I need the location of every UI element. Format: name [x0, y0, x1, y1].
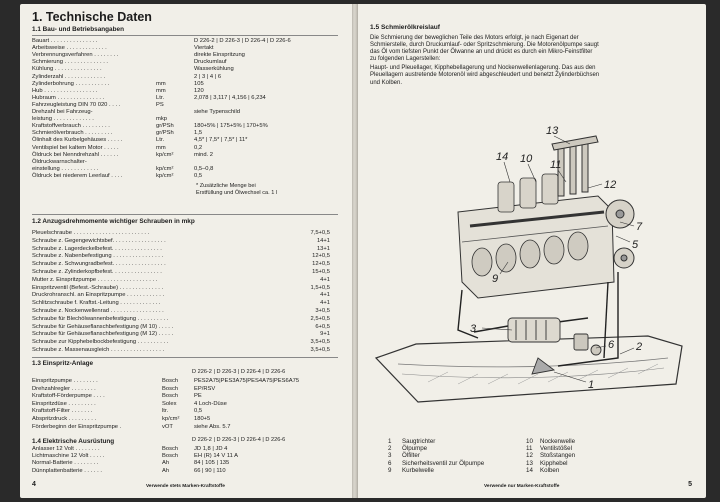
row-value: 2,078 | 3,117 | 4,156 | 6,234 [194, 94, 266, 101]
legend-item [526, 467, 575, 474]
table-row [32, 95, 344, 102]
model-header: D 226-2 | D 226-3 | D 226-4 | D 226-6 [192, 369, 286, 375]
row-label: Bauart . . . . . . . . . . . . . . . [32, 38, 98, 44]
table-row [32, 38, 344, 45]
table-row [32, 145, 344, 152]
row-unit: Bosch [162, 393, 179, 400]
row-label: leistung . . . . . . . . . . . . . [32, 116, 94, 123]
page-footer: Verwende nur Marken-Kraftstoffe [484, 484, 560, 489]
row-value: PES2A75|PES3A75|PES4A75|PES6A75 [194, 378, 300, 384]
diagram-label-5: 5 [632, 239, 639, 251]
legend-text: Sicherheitsventil zur Ölpumpe [402, 459, 485, 467]
table-row [32, 378, 344, 385]
table-row [32, 269, 344, 276]
legend-number: 10 [526, 438, 533, 445]
row-label: Schraube für Gehäuseflanschbefestigung (M 10) . . . . . [32, 323, 174, 330]
paragraph-line: zu folgenden Lagerstellen: [370, 56, 441, 63]
row-value: EH (R) 14 V 11 A [194, 453, 239, 460]
row-label: Förderbeginn der Einspritzpumpe . [32, 423, 122, 430]
row-value: 105 [194, 80, 204, 87]
row-label: Schraube z. Nabenbefestigung . . . . . . . . . . . . . . . . [32, 253, 164, 260]
legend-item [526, 445, 575, 452]
paragraph [370, 35, 688, 87]
table-row [32, 246, 344, 253]
paragraph-line: Haupt- und Pleuellager, Kipphebellagerung und Nockenwellenlagerung. Das aus den [370, 65, 596, 72]
row-value: 0,5 [194, 408, 203, 415]
row-unit: gr/PSh [156, 123, 174, 130]
row-label: Schraube für Blechölwannenbefestigung . . . . . . . . . . [32, 315, 169, 322]
legend-item [388, 467, 484, 474]
diagram-label-3: 3 [470, 323, 477, 335]
table-row [32, 446, 344, 453]
row-label: Ventilspiel bei kaltem Motor . . . . . [32, 144, 119, 151]
page-number: 5 [688, 481, 692, 488]
section-heading-1-4: 1.4 Elektrische Ausrüstung [32, 438, 115, 445]
legend-text: Kolben [540, 466, 560, 474]
row-label: Zylinderbohrung . . . . . . . . . . . [32, 80, 110, 87]
row-label: Kraftstoff-Filter . . . . . . . [32, 408, 93, 415]
paragraph-line: Pleuellagern austretende Motorenöl wird abgeschleudert und benetzt Zylinderbüchsen [370, 72, 600, 79]
divider [32, 357, 338, 358]
row-value: 0,2 [194, 144, 203, 151]
diagram-label-13: 13 [546, 125, 559, 137]
table-row [32, 453, 344, 460]
table-row [32, 408, 344, 415]
lubrication-circuit-diagram [358, 122, 706, 422]
table-row [32, 137, 344, 144]
legend-item [526, 452, 575, 459]
table-row [32, 81, 344, 88]
row-label: Drehzahl bei Fahrzeug- [32, 109, 93, 115]
table-row [32, 261, 344, 268]
table-row [32, 116, 344, 123]
row-label: Druckrohranschl. an Einspritzpumpe . . . . . . . . . . . . [32, 292, 165, 299]
table-row [32, 324, 344, 331]
row-value: 84 | 105 | 135 [194, 460, 230, 467]
row-value: 180+5 [194, 416, 211, 422]
table-row [32, 102, 344, 109]
row-value: 4,5* | 7,5* | 7,5* | 11* [194, 137, 248, 144]
paragraph-line: Schmierstelle, durch Druckumlauf- oder Spritzschmierung. Die Motorenölpumpe saugt [370, 42, 599, 49]
row-label: Schraube z. Lagerdeckelbefest. . . . . . . . . . . . . . . . [32, 245, 162, 252]
footnote: Erstfüllung und Ölwechsel ca. 1 l [196, 190, 278, 196]
row-label: Kraftstoffverbrauch . . . . . . . . . [32, 123, 110, 130]
table-row [32, 468, 344, 475]
row-label: Abspritzdruck . . . . . . . . . [32, 416, 97, 422]
legend-text: Kipphebel [540, 459, 568, 467]
table-row [32, 45, 344, 52]
table-row [32, 393, 344, 400]
legend-text: Ventilstößel [540, 445, 572, 453]
row-value: 15+0,5 [312, 269, 330, 275]
row-label: Kühlung . . . . . . . . . . . . . . . [32, 66, 102, 73]
table-row [32, 277, 344, 284]
legend-number: 6 [388, 459, 392, 467]
row-value: 4 Loch-Düse [194, 400, 227, 407]
legend-number: 12 [526, 452, 533, 460]
row-unit: kp/cm² [156, 172, 174, 179]
row-value: 4+1 [320, 276, 330, 283]
row-value: 1,5+0,5 [310, 284, 330, 291]
row-value: 3+0,5 [315, 308, 330, 314]
legend-text: Saugtrichter [402, 438, 436, 445]
row-label: Öldruck bei niederem Leerlauf . . . . [32, 172, 123, 179]
row-label: Öldruckwarnschalter- [32, 158, 87, 165]
table-row [32, 424, 344, 431]
legend-right [526, 438, 575, 474]
diagram-label-7: 7 [636, 221, 643, 233]
table-row [32, 74, 344, 81]
legend-number: 11 [526, 445, 533, 453]
model-header: D 226-2 | D 226-3 | D 226-4 | D 226-6 [192, 437, 286, 443]
row-value: 7,5+0,5 [310, 230, 330, 236]
table-row [32, 339, 344, 346]
table-row [32, 166, 344, 173]
page-number: 4 [32, 481, 36, 488]
table-row [32, 230, 344, 237]
row-unit: Bosch [162, 453, 179, 460]
table-row [32, 59, 344, 66]
row-unit: ltr. [162, 408, 169, 415]
row-unit: vOT [162, 423, 173, 430]
row-label: Kraftstoff-Förderpumpe . . . . [32, 393, 105, 400]
row-unit: mkp [156, 116, 167, 123]
row-value: PE [194, 393, 202, 400]
legend-item [388, 460, 484, 467]
table-row [32, 152, 344, 159]
row-value: EP/RSV [194, 385, 216, 392]
row-unit: Bosch [162, 378, 179, 384]
row-value: 2,5+0,5 [310, 315, 330, 322]
row-label: Schraube z. Massenausgleich . . . . . . . . . . . . . . . . . [32, 347, 165, 353]
legend-number: 2 [388, 445, 392, 453]
table-row [32, 109, 344, 116]
row-value: 4+1 [320, 292, 330, 299]
row-unit: mm [156, 87, 166, 94]
legend-number: 13 [526, 459, 533, 467]
row-label: Schraube z. Nockenwellenrad . . . . . . . . . . . . . . . . . [32, 308, 164, 314]
legend-number: 14 [526, 466, 533, 474]
row-label: Pleuelschraube . . . . . . . . . . . . . . . . . . . . . . . . [32, 230, 150, 236]
right-page [358, 4, 706, 498]
row-unit: mm [156, 80, 166, 87]
table-row [32, 123, 344, 130]
row-value: 2 | 3 | 4 | 6 [194, 73, 222, 80]
diagram-label-11: 11 [550, 159, 562, 171]
page-footer: Verwende stets Marken-Kraftstoffe [146, 484, 225, 489]
row-label: Einspritzventil (Befest.-Schraube) . . . . . . . . . . . . . . [32, 284, 164, 291]
legend-number: 1 [388, 438, 392, 445]
row-label: Drehzahlregler . . . . . . . . [32, 385, 96, 392]
table-row [32, 401, 344, 408]
divider [32, 214, 338, 215]
row-label: Schmierölverbrauch . . . . . . . . . [32, 130, 113, 137]
row-value: 12+0,5 [312, 261, 330, 268]
row-unit: gr/PSh [156, 130, 174, 137]
row-value: 6+0,5 [315, 323, 330, 330]
row-unit: Ah [162, 467, 170, 474]
section-heading-1-3: 1.3 Einspritz-Anlage [32, 360, 94, 367]
row-label: Einspritzpumpe . . . . . . . . [32, 378, 98, 384]
diagram-label-2: 2 [636, 341, 643, 353]
row-label: Lichtmaschine 12 Volt . . . . . [32, 453, 105, 460]
row-value: mind. 2 [194, 151, 214, 158]
legend-text: Nockenwelle [540, 438, 576, 445]
row-label: Schlitzschraube f. Kraftst.-Leitung . . . . . . . . . . . . . [32, 300, 161, 307]
legend-number: 9 [388, 466, 392, 474]
table-row [32, 159, 344, 166]
row-label: Schraube z. Schwungradbefest. . . . . . . . . . . . . . . . . [32, 261, 166, 268]
row-unit: kp/cm² [156, 165, 174, 172]
divider [32, 35, 338, 36]
legend-item [388, 438, 484, 445]
footnote: * Zusätzliche Menge bei [196, 183, 256, 189]
row-value: 66 | 90 | 110 [194, 467, 226, 474]
diagram-label-14: 14 [496, 151, 509, 163]
row-unit: mm [156, 144, 166, 151]
legend-text: Kurbelwelle [402, 466, 434, 474]
row-value: siehe Abs. 5.7 [194, 423, 231, 430]
row-label: Schmierung . . . . . . . . . . . . . . [32, 59, 109, 66]
row-unit: kp/cm² [156, 151, 174, 158]
row-label: einstellung . . . . . . . . . . . . [32, 165, 99, 172]
row-value: 14+1 [316, 237, 330, 244]
row-label: Arbeitsweise . . . . . . . . . . . . . [32, 45, 107, 52]
row-value: 3,5+0,5 [310, 339, 330, 346]
row-unit: Solex [162, 400, 177, 407]
legend-left [388, 438, 484, 474]
table-row [32, 460, 344, 467]
table-row [32, 66, 344, 73]
row-label: Zylinderzahl . . . . . . . . . . . . . [32, 73, 106, 80]
row-label: Schraube z. Zylinderkopfbefest. . . . . . . . . . . . . . . . [32, 269, 162, 275]
legend-item [526, 460, 575, 467]
row-value: 1,5 [194, 130, 203, 137]
table-row [32, 238, 344, 245]
row-label: Öldruck bei Nenndrehzahl . . . . . . [32, 151, 119, 158]
row-value: 180+5% | 175+5% | 170+5% [194, 123, 268, 130]
row-unit: PS [156, 101, 164, 108]
diagram-label-6: 6 [608, 339, 615, 351]
table-row [32, 331, 344, 338]
diagram-label-12: 12 [604, 179, 617, 191]
paragraph-line: das Öl vom tiefsten Punkt der Ölwanne an und drückt es durch ein Mikro-Feinstfilter [370, 49, 593, 56]
legend-item [388, 452, 484, 459]
row-value: 13+1 [316, 245, 330, 252]
paragraph-line: Die Schmierung der beweglichen Teile des Motors erfolgt, je nach Eigenart der [370, 35, 579, 41]
row-label: Mutter z. Einspritzpumpe . . . . . . . . . . . . . . . . . . . [32, 276, 158, 283]
legend-item [388, 445, 484, 452]
row-value: 0,5 [194, 172, 203, 179]
row-value: JD 1,8 | JD 4 [194, 446, 228, 452]
row-value: 12+0,5 [312, 253, 330, 260]
row-value: Wasserkühlung [194, 66, 234, 73]
row-value: 0,5–0,8 [194, 165, 214, 172]
row-value: 3,5+0,5 [310, 347, 330, 353]
row-unit: Ltr. [156, 94, 165, 101]
diagram-label-10: 10 [520, 153, 533, 165]
row-label: Hubraum . . . . . . . . . . . . . . . [32, 94, 105, 101]
row-label: Fahrzeugleistung DIN 70 020 . . . . [32, 101, 121, 108]
row-unit: Ltr. [156, 137, 165, 144]
row-value: Druckumlauf [194, 59, 227, 66]
row-label: Schraube zur Kipphebelbockbefestigung . . . . . . . . . . [32, 339, 169, 346]
table-row [32, 253, 344, 260]
row-label: Hub . . . . . . . . . . . . . . . . . [32, 87, 98, 94]
row-label: Schraube für Gehäuseflanschbefestigung (M 12) . . . . . [32, 331, 174, 338]
row-label: Verbrennungsverfahren . . . . . . . . [32, 52, 119, 59]
row-value: siehe Typenschild [194, 109, 240, 115]
table-row [32, 292, 344, 299]
row-unit: Bosch [162, 385, 179, 392]
row-value: D 226-2 | D 226-3 | D 226-4 | D 226-6 [194, 38, 291, 44]
table-row [32, 173, 344, 180]
table-row [32, 316, 344, 323]
table-row [32, 386, 344, 393]
table-row [32, 52, 344, 59]
legend-item [526, 438, 575, 445]
row-label: Einspritzdüse . . . . . . . . . [32, 400, 96, 407]
row-label: Dünnplattenbatterie . . . . . . [32, 467, 102, 474]
row-value: direkte Einspritzung [194, 52, 245, 59]
row-value: 120 [194, 87, 204, 94]
row-unit: Bosch [162, 446, 179, 452]
table-row [32, 347, 344, 354]
left-page [20, 4, 352, 498]
legend-text: Ölpumpe [402, 445, 428, 453]
row-label: Normal-Batterie . . . . . . . . [32, 460, 99, 467]
row-label: Schraube z. Gegengewichtsbef. . . . . . . . . . . . . . . . . [32, 237, 166, 244]
row-value: 9+1 [320, 331, 330, 338]
legend-text: Stoßstangen [540, 452, 576, 460]
row-label: Ölinhalt des Kurbelgehäuses . . . . . [32, 137, 123, 144]
section-heading-1-5: 1.5 Schmierölkreislauf [370, 24, 441, 31]
row-value: Viertakt [194, 45, 214, 52]
diagram-label-9: 9 [492, 273, 499, 285]
table-row [32, 300, 344, 307]
table-row [32, 285, 344, 292]
legend-number: 3 [388, 452, 392, 460]
row-label: Anlasser 12 Volt . . . . . . . . [32, 446, 100, 452]
section-heading-1-1: 1.1 Bau- und Betriebsangaben [32, 26, 124, 33]
row-unit: kp/cm² [162, 416, 180, 422]
table-row [32, 88, 344, 95]
page-title: 1. Technische Daten [32, 10, 152, 24]
table-row [32, 416, 344, 423]
paragraph-line: und Kolben. [370, 79, 403, 86]
row-unit: Ah [162, 460, 170, 467]
table-row [32, 308, 344, 315]
legend-text: Ölfilter [402, 452, 420, 460]
diagram-label-1: 1 [588, 379, 595, 391]
section-heading-1-2: 1.2 Anzugsdrehmomente wichtiger Schrauben in mkp [32, 218, 195, 225]
row-value: 4+1 [320, 300, 330, 307]
